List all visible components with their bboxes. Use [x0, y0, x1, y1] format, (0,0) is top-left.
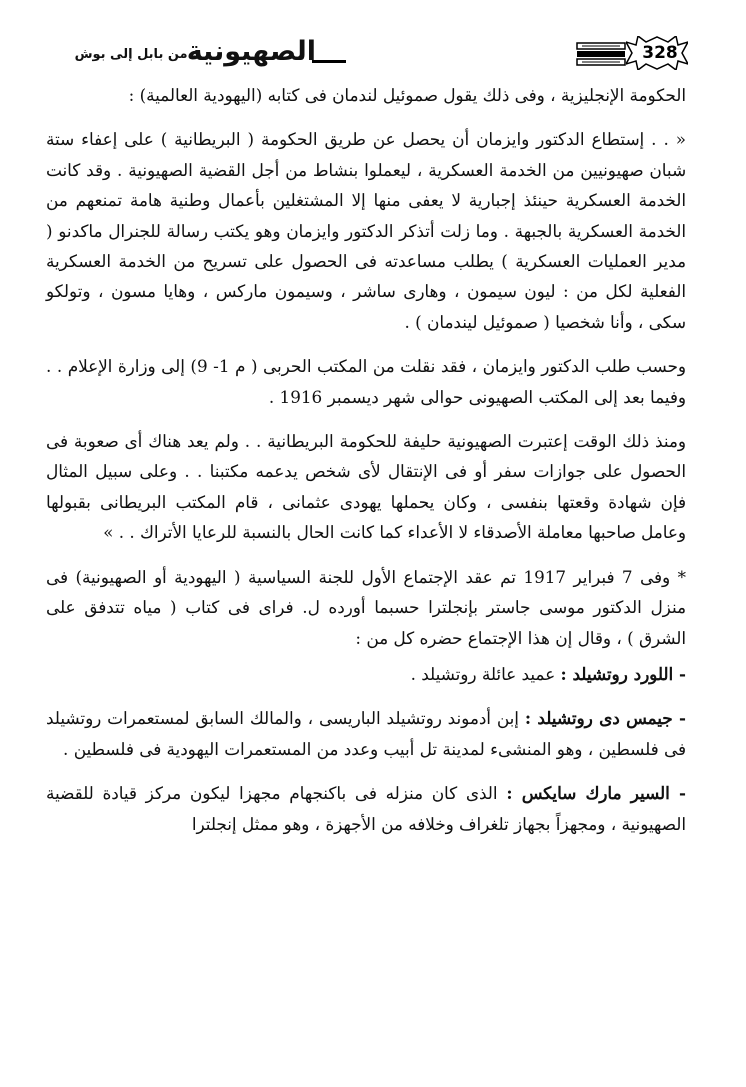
book-stack-icon: [576, 42, 626, 66]
attendee-desc: عميد عائلة روتشيلد .: [410, 663, 561, 684]
attendee-name: - السير مارك سايكس :: [506, 783, 686, 804]
page-number-badge: [626, 36, 688, 70]
paragraph-1: الحكومة الإنجليزية ، وفى ذلك يقول صموئيل لندمان فى كتابه (اليهودية العالمية) :: [128, 85, 686, 105]
page-number: 328: [642, 43, 678, 63]
attendee-desc: إبن أدموند روتشيلد الباريسى ، والمالك السابق لمستعمرات روتشيلد فى فلسطين ، وهو المنشىء لمدينة تل أبيب وعدد من المستعمرات اليهودية فى فلسطين .: [46, 708, 686, 759]
paragraph-5: * وفى 7 فبراير 1917 تم عقد الإجتماع الأول للجنة السياسية ( اليهودية أو الصهيونية) فى منزل الدكتور موسى جاستر بإنجلترا حسبما أورده ل. فراى فى كتاب ( مياه تتدفق على الشرق ) ، وقال إن هذا الإجتماع حضره كل من :: [46, 566, 686, 648]
attendee-item: [46, 778, 686, 839]
paragraph-4: ومنذ ذلك الوقت إعتبرت الصهيونية حليفة للحكومة البريطانية . . ولم يعد هناك أى صعوبة فى الحصول على جوازات سفر أو فى الإنتقال لأى شخص يدعمه مكتبنا . . وعلى سبيل المثال فإن شهادة وقعتها بنفسى ، وكان يحملها يهودى عثمانى ، قام المكتب البريطانى بقبولها وعامل صاحبها معاملة الأصدقاء لا الأعداء كما كانت الحال بالنسبة للرعايا الأتراك . . »: [46, 431, 686, 543]
page-body: [46, 80, 686, 839]
paragraph-3: وحسب طلب الدكتور وايزمان ، فقد نقلت من المكتب الحربى ( م 1- 9) إلى وزارة الإعلام . . وفيما بعد إلى المكتب الصهيونى حوالى شهر ديسمبر 1916 .: [46, 356, 686, 407]
running-title: الصهيونية: [186, 36, 316, 67]
attendee-name: - جيمس دى روتشيلد :: [524, 708, 686, 729]
running-subtitle: .. من بابل إلى بوش: [74, 47, 202, 62]
page-header: [44, 30, 688, 76]
header-rule: [312, 60, 346, 63]
attendee-item: [46, 703, 686, 764]
attendee-name: - اللورد روتشيلد :: [560, 663, 686, 684]
attendee-item: [46, 659, 686, 689]
quote-paragraph: « . . إستطاع الدكتور وايزمان أن يحصل عن طريق الحكومة ( البريطانية ) على إعفاء ستة شبان صهيونيين من الخدمة العسكرية ، ليعملوا بنشاط من أجل القضية الصهيونية . وقد كانت الخدمة العسكرية حينئذ إجبارية لا يعفى منها إلا المشتغلين بأعمال وطنية هامة تمنعهم من الخدمة العسكرية بالجبهة . وما زلت أتذكر الدكتور وايزمان وهو يكتب رسالة للجنرال ماكدنو ( مدير العمليات العسكرية ) يطلب مساعدته فى الحصول على تسريح من الخدمة العسكرية الفعلية لكل من : ليون سيمون ، وهارى ساشر ، وسيمون ماركس ، وهايا مسون ، وتولكو سكى ، وأنا شخصيا ( صموئيل ليندمان ) .: [46, 129, 686, 332]
attendee-desc: الذى كان منزله فى باكنجهام مجهزا ليكون مركز قيادة للقضية الصهيونية ، ومجهزاً بجهاز تلغراف وخلافه من الأجهزة ، وهو ممثل إنجلترا: [46, 783, 686, 834]
